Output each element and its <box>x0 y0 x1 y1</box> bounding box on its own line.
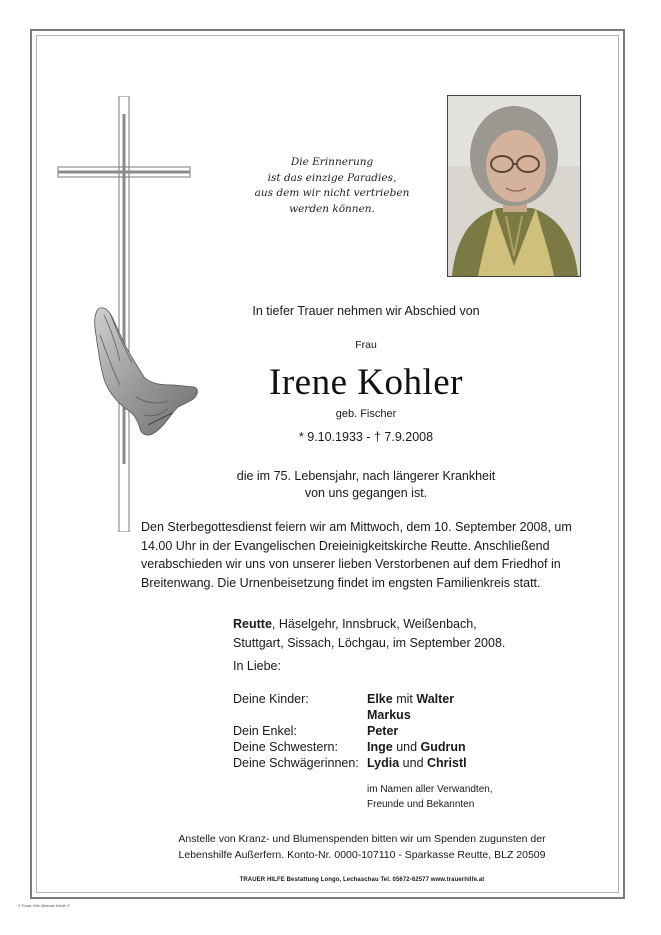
poem-line: Die Erinnerung <box>290 156 374 168</box>
children-names <box>367 692 454 706</box>
in-love: In Liebe: <box>233 659 281 673</box>
funeral-home-footer: TRAUER HILFE Bestattung Longo, Lechaschau Tel. 05672-62577 www.trauerhilfe.at <box>239 877 485 883</box>
poem-line: aus dem wir nicht vertrieben <box>254 187 410 199</box>
portrait-photo <box>447 95 581 277</box>
service-line: Breitenwang. Die Urnenbeisetzung findet im engsten Familienkreis statt. <box>141 575 541 590</box>
place-reutte: Reutte <box>233 617 272 631</box>
grandchild-label: Dein Enkel: <box>233 724 297 738</box>
children-names-2 <box>367 708 411 722</box>
maiden-name: geb. Fischer <box>335 408 397 420</box>
life-line: von uns gegangen ist. <box>304 486 428 500</box>
children-label: Deine Kinder: <box>233 692 309 706</box>
relatives-note <box>367 783 493 812</box>
service-line: 14.00 Uhr in der Evangelischen Dreieinigkeitskirche Reutte. Anschließend <box>141 538 550 553</box>
salutation: Frau <box>355 339 377 351</box>
donation-line: Anstelle von Kranz- und Blumenspenden bitten wir um Spenden zugunsten der <box>178 833 546 845</box>
funeral-service-text <box>141 518 583 592</box>
sister-name: Gudrun <box>420 740 466 754</box>
portrait-image <box>448 96 580 276</box>
grandchild: Peter <box>367 724 399 738</box>
relatives-line: Freunde und Bekannten <box>367 798 475 810</box>
relatives-line: im Namen aller Verwandten, <box>367 784 493 795</box>
life-line: die im 75. Lebensjahr, nach längerer Krankheit <box>236 469 496 483</box>
sisters-names <box>367 740 466 754</box>
life-description <box>176 468 556 502</box>
copyright-note: © Trauer Hilfe „Betende Hände 2" <box>18 904 71 908</box>
donation-line: Lebenshilfe Außerfern. Konto-Nr. 0000-107110 - Sparkasse Reutte, BLZ 20509 <box>178 849 546 861</box>
child-name: Elke <box>367 692 393 706</box>
donation-note <box>141 831 583 863</box>
sister-in-law-name: Lydia <box>367 756 400 770</box>
sister-name: Inge <box>367 740 393 754</box>
grandchild-name <box>367 724 398 738</box>
sisters-in-law-label: Deine Schwägerinnen: <box>233 756 359 770</box>
service-line: verabschieden wir uns von unserer lieben Verstorbenen auf dem Friedhof in <box>141 557 561 571</box>
places-date <box>233 615 505 652</box>
child-name: Markus <box>367 708 411 722</box>
sisters-in-law-names <box>367 756 467 770</box>
child-partner-name: Walter <box>416 692 455 706</box>
deceased-name: Irene Kohler <box>269 362 463 403</box>
service-line: Den Sterbegottesdienst feiern wir am Mittwoch, dem 10. September 2008, um <box>141 520 572 534</box>
places-line: Stuttgart, Sissach, Löchgau, im September 2008. <box>233 635 506 650</box>
sisters-label: Deine Schwestern: <box>233 740 338 754</box>
poem-line: werden können. <box>289 202 375 215</box>
life-dates: * 9.10.1933 - † 7.9.2008 <box>298 430 434 444</box>
poem-line: ist das einzige Paradies, <box>267 171 397 184</box>
connector: und <box>396 740 418 754</box>
sister-in-law-name: Christl <box>427 756 467 770</box>
memorial-poem <box>232 155 432 217</box>
places-rest: , Häselgehr, Innsbruck, Weißenbach, <box>271 617 477 631</box>
intro-text: In tiefer Trauer nehmen wir Abschied von <box>252 304 480 318</box>
connector: mit <box>396 692 413 706</box>
connector: und <box>402 756 424 770</box>
